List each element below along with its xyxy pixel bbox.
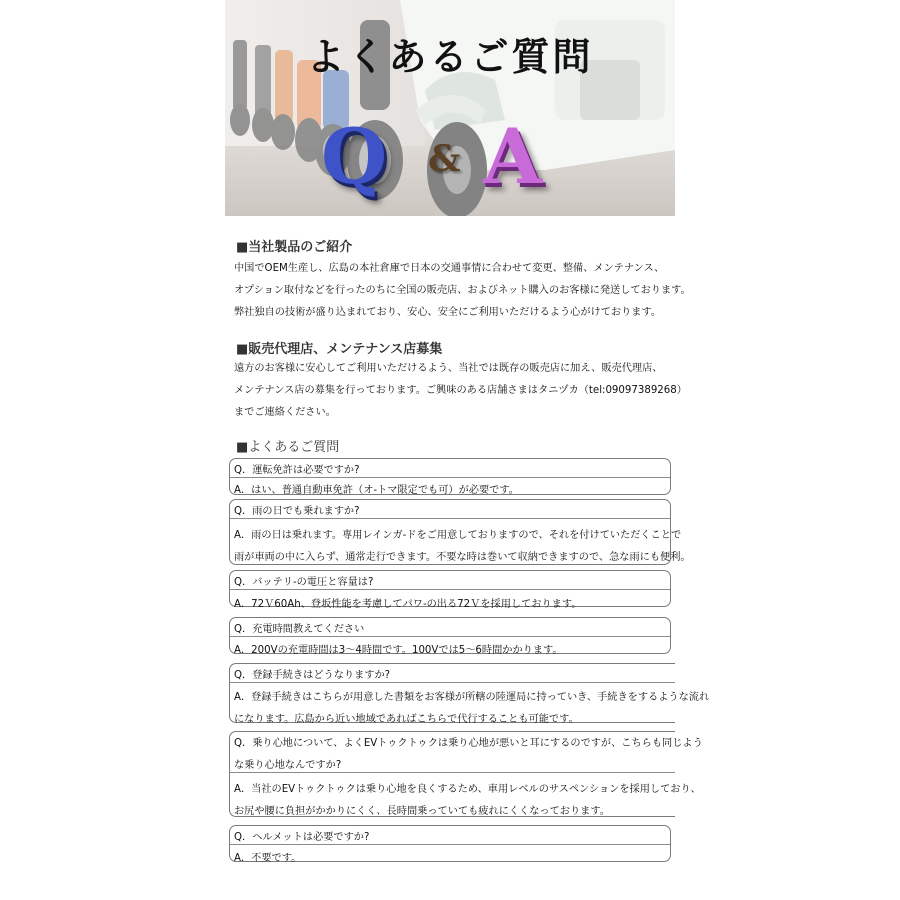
hero-banner: [225, 0, 675, 216]
faq-answer: お尻や腰に負担がかかりにくく、長時間乗っていても疲れにくくなっております。: [234, 806, 610, 817]
faq-item: [229, 663, 710, 725]
faq-question: な乗り心地なんですか?: [234, 760, 342, 771]
intro-line: 弊社独自の技術が盛り込まれており、安心、安全にご利用いただけるよう心がけております。: [234, 307, 662, 318]
intro-line: 中国でOEM生産し、広島の本社倉庫で日本の交通事情に合わせて変更、整備、メンテナンス、: [234, 263, 665, 274]
ampersand: &: [428, 138, 461, 180]
recruit-text: [234, 358, 687, 424]
faq-question: Q．充電時間教えてください: [234, 624, 365, 635]
recruit-line: メンテナンス店の募集を行っております。ご興味のある店舗さまはタニヅカ（tel:09097389268）: [234, 385, 687, 396]
intro-line: オプション取付などを行ったのちに全国の販売店、およびネット購入のお客様に発送しております。: [234, 285, 691, 296]
recruit-line: までご連絡ください。: [234, 407, 336, 418]
faq-question: Q．運転免許は必要ですか?: [234, 465, 360, 476]
page-title: よくあるご質問: [306, 35, 594, 79]
faq-divider: [230, 636, 670, 637]
faq-item: [229, 458, 671, 495]
faq-question: Q．登録手続きはどうなりますか?: [234, 670, 391, 681]
q-letter: Q: [321, 112, 388, 201]
faq-divider: [230, 477, 670, 478]
faq-heading: ■よくあるご質問: [236, 440, 340, 455]
recruit-heading: ■販売代理店、メンテナンス店募集: [236, 342, 443, 357]
faq-item: [229, 825, 671, 862]
faq-answer: A．はい、普通自動車免許（オ-トマ限定でも可）が必要です。: [234, 485, 519, 496]
faq-item: [229, 617, 671, 654]
faq-divider: [230, 772, 675, 773]
faq-answer: A．200Vの充電時間は3～4時間です。100Vでは5～6時間かかります。: [234, 645, 563, 656]
faq-item: [229, 499, 691, 565]
intro-text: [234, 258, 691, 324]
faq-divider: [230, 682, 675, 683]
faq-answer: A．登録手続きはこちらが用意した書類をお客様が所轄の陸運局に持っていき、手続きをするような流れ: [234, 692, 710, 703]
faq-question: Q．バッテリ-の電圧と容量は?: [234, 577, 374, 588]
recruit-line: 遠方のお客様に安心してご利用いただけるよう、当社では既存の販売店に加え、販売代理店、: [234, 363, 663, 374]
faq-answer: A．雨の日は乗れます。専用レインガ-ドをご用意しておりますので、それを付けていただくことで: [234, 530, 682, 541]
faq-question: Q．乗り心地について、よくEVトゥクトゥクは乗り心地が悪いと耳にするのですが、こちらも同じよう: [234, 738, 703, 749]
faq-item: [229, 731, 703, 817]
a-letter: A: [483, 112, 542, 201]
faq-divider: [230, 518, 670, 519]
faq-answer: 雨が車両の中に入らず、通常走行できます。不要な時は巻いて収納できますので、急な雨にも便利。: [234, 552, 691, 563]
faq-question: Q．ヘルメットは必要ですか?: [234, 832, 370, 843]
intro-heading: ■当社製品のご紹介: [236, 240, 353, 255]
faq-answer: A．不要です。: [234, 853, 302, 864]
faq-answer: A．当社のEVトゥクトゥクは乗り心地を良くするため、車用レベルのサスペンションを採用しており、: [234, 784, 701, 795]
faq-divider: [230, 589, 670, 590]
faq-question: Q．雨の日でも乗れますか?: [234, 506, 360, 517]
faq-answer: A．72Ｖ60Ah、登坂性能を考慮してパワ-の出る72Ｖを採用しております。: [234, 599, 582, 610]
faq-answer: になります。広島から近い地域であればこちらで代行することも可能です。: [234, 714, 579, 725]
faq-divider: [230, 844, 670, 845]
faq-item: [229, 570, 671, 610]
